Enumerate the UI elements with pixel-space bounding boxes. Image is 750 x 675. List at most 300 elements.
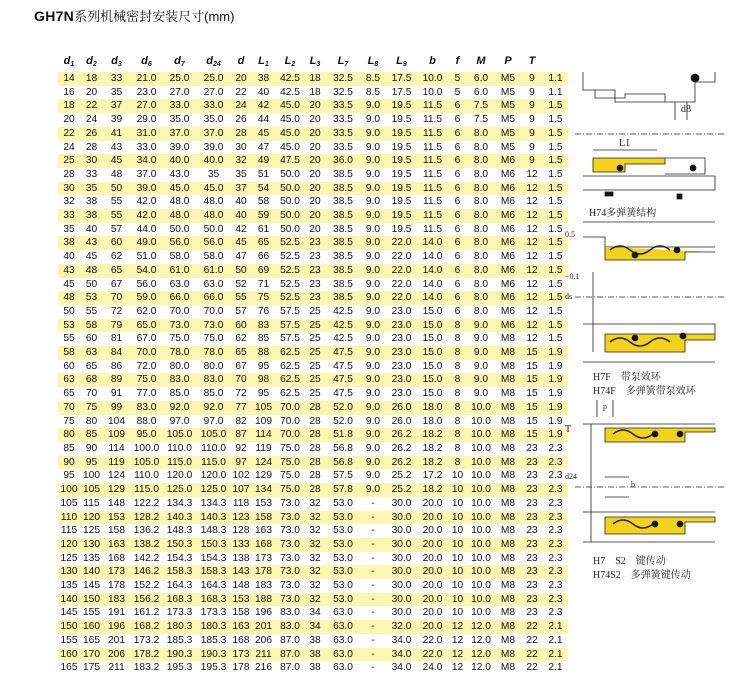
table-cell: 11.5 — [422, 196, 443, 208]
table-cell: 6.0 — [473, 86, 489, 98]
table-cell: 9.0 — [360, 456, 386, 470]
table-cell: M6 — [495, 236, 521, 250]
table-cell: M8 — [500, 580, 516, 592]
table-cell: 2.3 — [543, 538, 568, 552]
table-cell: 11.5 — [422, 114, 443, 126]
caption-h74f: H74F 多弹簧带泵效环 — [593, 386, 696, 397]
col-header-11: $L_8$ — [367, 54, 379, 68]
table-cell: 158.3 — [196, 565, 231, 579]
table-cell: 26 — [80, 127, 103, 141]
col-header-1: $d_2$ — [86, 54, 97, 68]
table-row — [58, 195, 568, 209]
table-cell: 6 — [448, 182, 467, 196]
table-cell: 91 — [110, 388, 123, 400]
table-cell: 8.0 — [467, 264, 495, 278]
table-cell: 97 — [231, 456, 251, 470]
table-cell: 20 — [309, 168, 321, 180]
table-cell: 62.5 — [276, 373, 304, 387]
table-cell: 97.0 — [169, 415, 190, 427]
table-cell: 9.0 — [360, 428, 386, 442]
table-cell: 188 — [251, 593, 276, 607]
table-cell: 15 — [526, 388, 538, 400]
table-cell: 32.0 — [386, 620, 417, 634]
table-cell: 32 — [231, 154, 251, 168]
table-cell: 25.0 — [163, 72, 196, 86]
table-cell: 2.3 — [548, 552, 563, 564]
table-row — [58, 319, 568, 333]
table-cell: 23 — [304, 291, 326, 305]
table-cell: 86 — [110, 360, 123, 372]
table-cell: 183 — [103, 593, 130, 607]
table-cell: 35 — [110, 86, 123, 98]
table-cell: 42.0 — [130, 209, 163, 223]
table-cell: - — [371, 634, 375, 646]
table-cell: 14.0 — [422, 251, 443, 263]
table-cell: 145 — [60, 607, 78, 619]
table-cell: 11.5 — [422, 168, 443, 180]
col-header-6: d — [237, 55, 245, 67]
table-cell: 185.3 — [200, 634, 227, 646]
table-row — [58, 305, 568, 319]
table-cell: 12 — [526, 333, 538, 345]
table-cell: 10 — [448, 511, 467, 525]
table-cell: 65 — [103, 264, 130, 278]
table-cell: 53 — [58, 319, 80, 333]
table-cell: 62.5 — [280, 360, 300, 372]
table-cell: 22 — [80, 99, 103, 113]
table-cell: 20 — [304, 209, 326, 223]
table-cell: 63.0 — [326, 620, 360, 634]
table-cell: 52.5 — [276, 236, 304, 250]
table-cell: 88 — [251, 346, 276, 360]
table-cell: 15 — [521, 346, 543, 360]
table-cell: 37.0 — [136, 168, 157, 180]
table-cell: 45.0 — [276, 99, 304, 113]
table-cell: 11.5 — [417, 127, 448, 141]
table-row — [58, 209, 568, 223]
table-cell: 20.0 — [422, 607, 443, 619]
diagram-h7f — [575, 222, 725, 362]
table-cell: 185.3 — [166, 634, 193, 646]
table-cell: 72.0 — [136, 360, 157, 372]
table-cell: 18 — [58, 99, 80, 113]
table-cell: 115.0 — [163, 456, 196, 470]
table-row — [58, 182, 568, 196]
table-cell: 23.0 — [391, 333, 412, 345]
table-cell: 25 — [309, 305, 321, 317]
table-cell: 57.5 — [280, 305, 300, 317]
table-cell: 1.1 — [543, 72, 568, 86]
table-cell: 1.5 — [543, 127, 568, 141]
table-cell: 73.0 — [276, 511, 304, 525]
table-cell: 40.0 — [163, 154, 196, 168]
table-cell: 34.0 — [130, 154, 163, 168]
table-cell: 1.5 — [548, 114, 563, 126]
table-cell: 9.0 — [473, 360, 489, 372]
table-cell: 15 — [521, 373, 543, 387]
table-cell: 23 — [309, 278, 321, 290]
table-cell: 178 — [108, 580, 125, 592]
table-cell: 109 — [103, 428, 130, 442]
table-cell: 58 — [58, 346, 80, 360]
table-cell: 38 — [85, 196, 98, 208]
table-row — [58, 456, 568, 470]
table-cell: 164.3 — [166, 580, 193, 592]
table-cell: 20.0 — [417, 565, 448, 579]
table-cell: 105 — [80, 483, 103, 497]
label-ds: ds — [565, 292, 573, 301]
table-cell: 168 — [232, 634, 250, 646]
table-cell: 107 — [232, 484, 250, 496]
table-cell: 2.3 — [543, 456, 568, 470]
table-cell: 140 — [58, 593, 80, 607]
table-cell: 23 — [526, 470, 538, 482]
dimension-table — [58, 50, 568, 675]
table-cell: 153 — [103, 511, 130, 525]
table-cell: 35 — [235, 168, 247, 180]
table-cell: 70.0 — [280, 415, 300, 427]
table-cell: 32 — [304, 593, 326, 607]
table-row — [58, 634, 568, 648]
table-cell: 23 — [526, 580, 538, 592]
table-cell: 165 — [60, 662, 78, 674]
table-cell: 11.5 — [417, 182, 448, 196]
table-cell: 19.5 — [386, 154, 417, 168]
table-cell: 52.5 — [276, 291, 304, 305]
table-cell: 2.3 — [543, 511, 568, 525]
table-cell: 66.0 — [196, 291, 231, 305]
label-t: T — [565, 424, 572, 435]
table-cell: 40.0 — [196, 154, 231, 168]
table-cell: 98 — [251, 373, 276, 387]
table-cell: 120 — [58, 538, 80, 552]
table-cell: 12 — [526, 305, 538, 317]
table-cell: 5 — [454, 86, 461, 98]
table-cell: 1.9 — [548, 388, 563, 400]
table-cell: 48.0 — [169, 196, 190, 208]
table-cell: 2.3 — [543, 565, 568, 579]
table-cell: 22.0 — [391, 251, 412, 263]
table-cell: 10.0 — [467, 428, 495, 442]
table-cell: 58 — [257, 196, 270, 208]
table-cell: 30.0 — [391, 497, 412, 509]
table-cell: 18 — [80, 72, 103, 86]
table-cell: 1.5 — [548, 196, 563, 208]
table-cell: 32 — [309, 525, 321, 537]
table-cell: 72 — [235, 388, 247, 400]
table-cell: 43 — [110, 141, 123, 153]
table-cell: 23 — [526, 525, 538, 537]
table-cell: 9.0 — [360, 154, 386, 168]
table-cell: 12 — [448, 648, 467, 662]
table-cell: 38.5 — [326, 182, 360, 196]
table-cell: 85.0 — [203, 388, 224, 400]
table-cell: 20 — [309, 114, 321, 126]
table-cell: 8.0 — [473, 168, 489, 180]
table-cell: 28 — [304, 428, 326, 442]
table-cell: 8.0 — [473, 196, 489, 208]
table-cell: 8.0 — [467, 154, 495, 168]
table-cell: 9.0 — [365, 388, 381, 400]
table-cell: 1.5 — [543, 209, 568, 223]
table-cell: 31.0 — [130, 127, 163, 141]
table-cell: 9.0 — [360, 401, 386, 415]
table-cell: 23 — [521, 511, 543, 525]
table-cell: 32 — [304, 565, 326, 579]
table-cell: 85 — [63, 442, 75, 454]
table-cell: 41 — [103, 127, 130, 141]
table-cell: 118 — [232, 497, 250, 509]
table-cell: 22.0 — [422, 634, 443, 646]
table-cell: 45.0 — [163, 182, 196, 196]
table-cell: M8 — [495, 428, 521, 442]
diagram-h74 — [575, 72, 725, 199]
table-cell: M8 — [500, 442, 516, 454]
table-cell: 36.0 — [326, 154, 360, 168]
table-cell: 12 — [521, 319, 543, 333]
table-cell: 11.5 — [417, 99, 448, 113]
table-cell: 8.0 — [473, 251, 489, 263]
table-row — [58, 278, 568, 292]
table-row — [58, 346, 568, 360]
table-row — [58, 154, 568, 168]
table-cell: 22 — [235, 86, 247, 98]
table-cell: 45.0 — [276, 127, 304, 141]
table-cell: 53 — [80, 291, 103, 305]
table-cell: 48 — [80, 264, 103, 278]
table-cell: 20 — [85, 86, 98, 98]
table-cell: 35 — [80, 182, 103, 196]
table-row — [58, 236, 568, 250]
table-cell: 125 — [83, 525, 100, 537]
table-cell: M8 — [500, 360, 516, 372]
table-cell: 2.3 — [548, 442, 563, 454]
table-cell: 1.9 — [543, 346, 568, 360]
table-cell: 79 — [103, 319, 130, 333]
table-cell: 83.0 — [280, 607, 300, 619]
table-cell: 8.0 — [467, 291, 495, 305]
table-cell: 56.0 — [196, 236, 231, 250]
table-cell: 30 — [58, 182, 80, 196]
table-cell: 142.2 — [133, 552, 160, 564]
table-cell: 20 — [304, 99, 326, 113]
table-cell: 20.0 — [417, 511, 448, 525]
table-cell: 22 — [521, 648, 543, 662]
table-cell: 20 — [304, 182, 326, 196]
table-cell: 10.0 — [467, 401, 495, 415]
table-cell: 53.0 — [326, 593, 360, 607]
table-cell: 58 — [80, 319, 103, 333]
table-cell: 99 — [103, 401, 130, 415]
table-cell: 42 — [251, 99, 276, 113]
table-cell: 23.0 — [136, 86, 157, 98]
col-header-7: $L_1$ — [258, 54, 269, 68]
table-cell: 81 — [110, 333, 123, 345]
table-cell: 78.0 — [163, 346, 196, 360]
table-cell: 9.0 — [360, 264, 386, 278]
table-cell: 70 — [58, 401, 80, 415]
table-cell: 10 — [451, 607, 464, 619]
table-cell: 12 — [451, 662, 464, 674]
table-cell: 21.0 — [130, 72, 163, 86]
table-cell: 206 — [255, 634, 272, 646]
table-cell: 9.0 — [473, 388, 489, 400]
title-code: GH7N — [34, 8, 75, 24]
table-cell: 42.5 — [333, 305, 353, 317]
table-cell: 100.0 — [133, 442, 160, 454]
table-cell: 38.5 — [333, 168, 353, 180]
table-cell: 95.0 — [130, 428, 163, 442]
table-cell: 30 — [80, 154, 103, 168]
table-cell: 39.0 — [169, 141, 190, 153]
table-row — [58, 606, 568, 620]
table-cell: 9.0 — [467, 346, 495, 360]
table-cell: 42.5 — [333, 333, 353, 345]
table-row — [58, 442, 568, 456]
table-cell: 56.8 — [333, 442, 353, 454]
table-cell: 75 — [63, 415, 75, 427]
table-cell: 95 — [63, 470, 75, 482]
table-cell: 67 — [110, 278, 123, 290]
table-cell: 70 — [103, 291, 130, 305]
table-cell: 9.0 — [365, 333, 381, 345]
table-cell: 170 — [80, 648, 103, 662]
table-cell: 8.0 — [467, 209, 495, 223]
table-cell: M8 — [500, 470, 516, 482]
col-header-14: f — [455, 55, 460, 67]
table-cell: 191 — [108, 607, 125, 619]
table-row — [58, 291, 568, 305]
table-cell: 12.0 — [467, 648, 495, 662]
table-cell: 10.0 — [471, 442, 491, 454]
table-cell: 173 — [103, 565, 130, 579]
table-row — [58, 387, 568, 401]
table-cell: 158 — [108, 525, 125, 537]
table-cell: 47 — [235, 251, 247, 263]
table-cell: 38 — [304, 648, 326, 662]
table-cell: 40 — [231, 209, 251, 223]
table-cell: 55 — [110, 196, 123, 208]
table-cell: 196 — [255, 607, 272, 619]
table-cell: 22 — [526, 662, 538, 674]
table-cell: 9.0 — [365, 114, 381, 126]
table-cell: 1.5 — [548, 305, 563, 317]
table-cell: M8 — [495, 456, 521, 470]
table-cell: 18 — [309, 86, 321, 98]
table-cell: 8.0 — [473, 223, 489, 235]
table-cell: 211 — [251, 648, 276, 662]
table-cell: 158.3 — [163, 565, 196, 579]
table-cell: 50.0 — [276, 209, 304, 223]
table-cell: 156.2 — [130, 593, 163, 607]
table-cell: M6 — [500, 168, 516, 180]
table-cell: 173.2 — [133, 634, 160, 646]
table-cell: 32 — [309, 497, 321, 509]
table-cell: 146.2 — [130, 565, 163, 579]
table-cell: 34.0 — [391, 634, 412, 646]
table-cell: 61 — [257, 223, 270, 235]
table-cell: 1.9 — [543, 401, 568, 415]
table-cell: 70.0 — [276, 428, 304, 442]
table-cell: - — [360, 538, 386, 552]
table-cell: M5 — [495, 99, 521, 113]
table-cell: 119 — [255, 442, 272, 454]
table-cell: 20 — [309, 141, 321, 153]
table-cell: 47.5 — [276, 154, 304, 168]
table-cell: 9 — [529, 86, 535, 98]
table-cell: 1.5 — [548, 333, 563, 345]
table-cell: 10.0 — [471, 470, 491, 482]
table-cell: 11.5 — [422, 141, 443, 153]
table-cell: 47.5 — [333, 388, 353, 400]
table-cell: 15.0 — [422, 360, 443, 372]
table-cell: 23 — [304, 236, 326, 250]
table-cell: M5 — [495, 127, 521, 141]
table-cell: 125.0 — [196, 483, 231, 497]
table-cell: 33 — [85, 168, 98, 180]
table-cell: 9.0 — [360, 346, 386, 360]
table-cell: 52.0 — [326, 401, 360, 415]
table-cell: 158 — [232, 607, 250, 619]
table-cell: 61.0 — [163, 264, 196, 278]
table-cell: 23 — [526, 607, 538, 619]
table-cell: 110 — [58, 511, 80, 525]
table-cell: 24 — [85, 114, 98, 126]
table-cell: 9.0 — [360, 291, 386, 305]
table-cell: 130 — [80, 538, 103, 552]
table-cell: 49 — [251, 154, 276, 168]
table-cell: 35.0 — [203, 114, 224, 126]
table-cell: 45.0 — [196, 182, 231, 196]
table-cell: 25 — [309, 360, 321, 372]
table-cell: 10 — [448, 593, 467, 607]
table-cell: 62.5 — [280, 388, 300, 400]
table-cell: 23 — [521, 538, 543, 552]
table-cell: 10.0 — [417, 72, 448, 86]
table-cell: 2.1 — [548, 634, 563, 646]
table-row — [58, 113, 568, 127]
table-cell: 6 — [454, 278, 461, 290]
table-cell: 53.0 — [333, 525, 353, 537]
col-header-16: P — [504, 55, 512, 67]
table-cell: 19.5 — [386, 99, 417, 113]
table-cell: 32 — [63, 196, 75, 208]
table-cell: 51.8 — [326, 428, 360, 442]
table-cell: 23.0 — [386, 319, 417, 333]
table-cell: 178.2 — [130, 648, 163, 662]
table-cell: 34 — [309, 607, 321, 619]
table-cell: 18.2 — [422, 442, 443, 454]
table-cell: 49.0 — [130, 236, 163, 250]
table-cell: 110.0 — [134, 470, 159, 482]
table-cell: 10.0 — [422, 86, 443, 98]
table-cell: M5 — [500, 141, 516, 153]
table-cell: 52.5 — [276, 264, 304, 278]
table-cell: 40 — [85, 223, 98, 235]
table-cell: 9.0 — [365, 442, 381, 454]
table-cell: 77.0 — [136, 388, 157, 400]
table-row — [58, 127, 568, 141]
table-cell: 70 — [231, 373, 251, 387]
table-cell: 19.5 — [391, 141, 412, 153]
table-cell: 42.5 — [276, 72, 304, 86]
table-cell: 1.9 — [548, 415, 563, 427]
table-row — [58, 593, 568, 607]
table-cell: 8 — [448, 346, 467, 360]
table-row — [58, 332, 568, 346]
table-cell: 168.3 — [196, 593, 231, 607]
table-cell: 50.0 — [280, 168, 300, 180]
